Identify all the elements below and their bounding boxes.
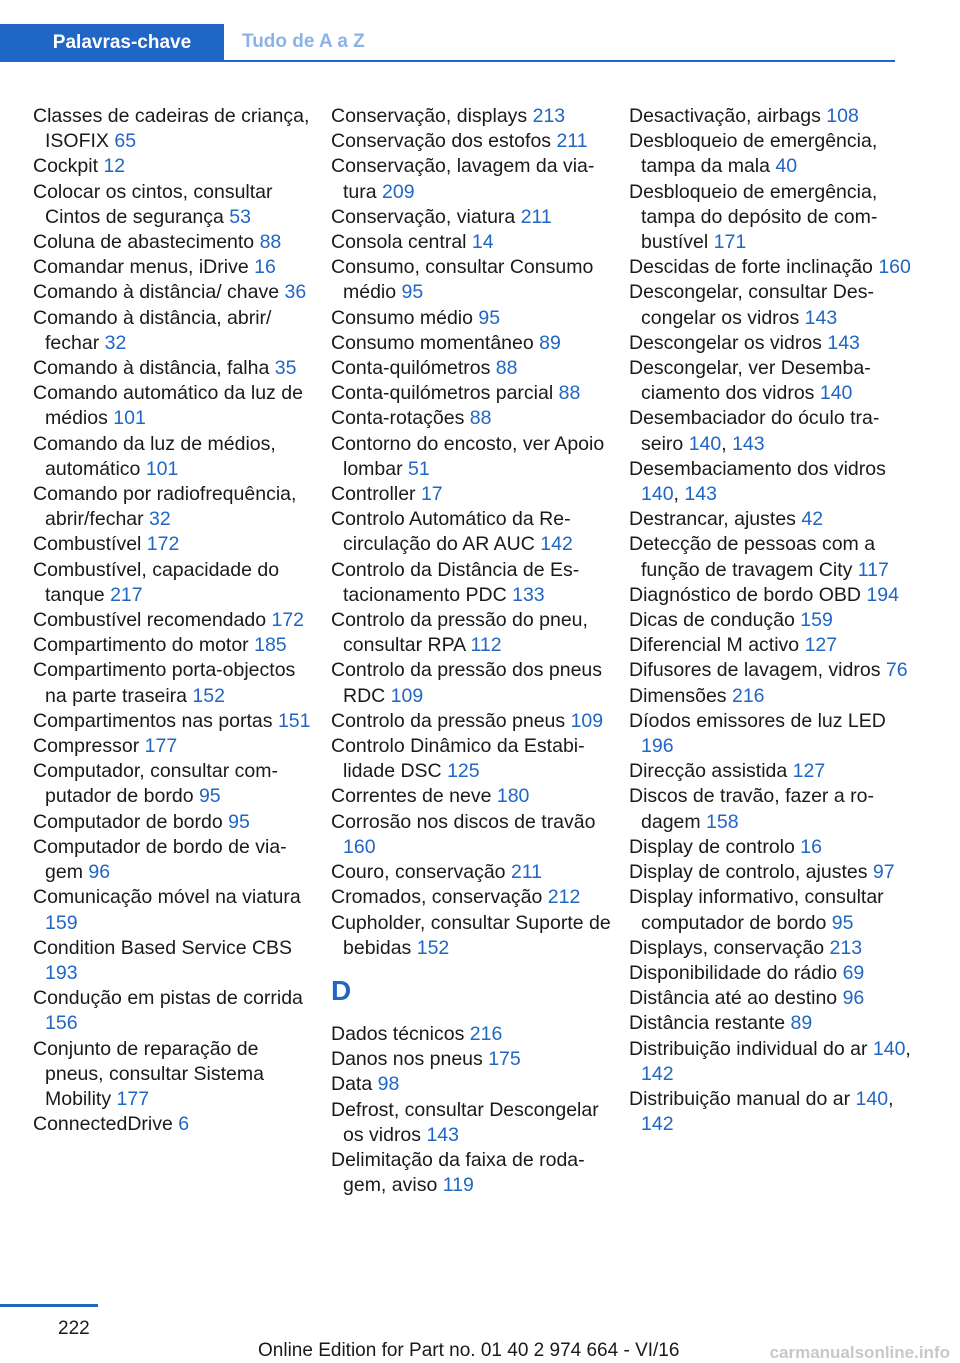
page-link[interactable]: 98	[377, 1073, 400, 1096]
page-link[interactable]: 212	[547, 886, 581, 909]
index-term: Descidas de forte inclinação	[629, 256, 879, 279]
index-term: Desbloqueio de emergência, tampa da mala	[629, 130, 878, 178]
index-entry	[331, 709, 616, 734]
index-term: Cromados, conservação	[331, 886, 548, 909]
page-link[interactable]: 172	[146, 533, 180, 556]
page-link[interactable]: 127	[792, 760, 826, 783]
index-term: Classes de cadeiras de criança, ISOFIX	[33, 105, 310, 153]
page-link[interactable]: 140	[872, 1037, 906, 1060]
index-term: Display informativo, consultar computador de bordo	[629, 886, 884, 934]
page-link[interactable]: 177	[144, 735, 178, 758]
index-entry	[331, 810, 616, 860]
index-term: Distribuição manual do ar	[629, 1087, 856, 1110]
index-entry	[629, 684, 914, 709]
page-link[interactable]: 40	[775, 155, 798, 178]
index-term: Conservação, lavagem da viatura	[331, 155, 595, 203]
page-link[interactable]: 217	[110, 583, 143, 606]
index-term: Conta-quilómetros	[331, 357, 496, 380]
index-term: Controller	[331, 483, 421, 506]
index-entry	[33, 532, 318, 557]
page-link[interactable]: 213	[532, 105, 566, 127]
index-column-1	[33, 104, 318, 1137]
index-term: Dicas de condução	[629, 609, 801, 632]
index-term: Consumo momentâneo	[331, 331, 540, 354]
page-link[interactable]: 112	[470, 634, 502, 657]
index-entry	[331, 331, 616, 356]
index-term: Defrost, consultar Descongelar os vidros	[331, 1098, 599, 1146]
index-term: Distância restante	[629, 1012, 791, 1035]
index-term: Controlo da pressão do pneu, consultar RPA	[331, 609, 588, 657]
page-link[interactable]: 14	[471, 231, 494, 254]
index-entry	[33, 482, 318, 532]
watermark: carmanualsonline.info	[769, 1343, 950, 1362]
index-entry	[629, 835, 914, 860]
index-entry	[629, 860, 914, 885]
index-entry	[629, 961, 914, 986]
index-entry	[629, 532, 914, 582]
index-entry	[629, 784, 914, 834]
index-term: Consumo, consultar Consumo médio	[331, 256, 594, 304]
index-term: Conservação dos estofos	[331, 130, 557, 153]
index-entry	[33, 306, 318, 356]
index-entry	[331, 860, 616, 885]
index-term: Descongelar, consultar Descongelar os vidros	[629, 281, 874, 329]
index-column-3	[629, 104, 914, 1137]
index-entry	[331, 205, 616, 230]
index-term: Dimensões	[629, 684, 732, 707]
page-link[interactable]: 89	[790, 1012, 813, 1035]
index-entry	[629, 608, 914, 633]
index-entry	[33, 759, 318, 809]
page-link[interactable]: 159	[45, 911, 78, 934]
page-link[interactable]: 152	[192, 684, 225, 707]
page-link[interactable]: 119	[442, 1174, 474, 1197]
page-link[interactable]: 133	[512, 583, 545, 606]
index-term: Compartimento do motor	[33, 634, 255, 657]
index-entry	[629, 129, 914, 179]
page-link[interactable]: 6	[178, 1113, 190, 1136]
page-link[interactable]: 101	[145, 457, 179, 480]
separator: ,	[888, 1087, 894, 1110]
separator: ,	[673, 483, 685, 506]
index-entry	[629, 936, 914, 961]
index-entry	[331, 1022, 616, 1047]
index-entry	[629, 356, 914, 406]
index-term: Controlo da pressão dos pneus RDC	[331, 659, 603, 707]
index-entry	[629, 1011, 914, 1036]
index-entry	[33, 104, 318, 154]
index-term: Conta-rotações	[331, 407, 470, 430]
index-term: Diagnóstico de bordo OBD	[629, 583, 867, 606]
index-entry	[33, 1037, 318, 1113]
index-entry	[331, 306, 616, 331]
page-link[interactable]: 193	[45, 961, 78, 984]
index-term: Combustível	[33, 533, 147, 556]
tab-palavras-chave[interactable]: Palavras-chave	[0, 24, 224, 62]
index-entry	[331, 911, 616, 961]
index-term: ConnectedDrive	[33, 1113, 179, 1136]
index-entry	[331, 507, 616, 557]
index-term: Delimitação da faixa de rodagem, aviso	[331, 1148, 585, 1197]
page-link[interactable]: 211	[520, 205, 552, 228]
page-link[interactable]: 97	[872, 861, 895, 884]
page-link[interactable]: 177	[116, 1087, 150, 1110]
index-entry	[331, 255, 616, 305]
page-link[interactable]: 143	[732, 432, 765, 455]
index-entry	[33, 936, 318, 986]
index-term: Display de controlo, ajustes	[629, 861, 873, 884]
index-term: Controlo da Distância de Estacionamento PDC	[331, 558, 580, 606]
index-term: Conservação, viatura	[331, 205, 521, 228]
page-link[interactable]: 95	[478, 306, 501, 329]
index-term: Combustível recomendado	[33, 609, 272, 632]
index-entry	[331, 658, 616, 708]
edition-note: Online Edition for Part no. 01 40 2 974 664 - VI/16	[258, 1340, 680, 1361]
index-term: Comando por radiofrequência, abrir/fechar	[33, 483, 297, 531]
page-link[interactable]: 109	[390, 684, 424, 707]
index-entry	[33, 255, 318, 280]
page-link[interactable]: 209	[382, 180, 415, 203]
index-entry	[629, 406, 914, 456]
index-entry	[629, 709, 914, 759]
page-link[interactable]: 140	[641, 483, 674, 506]
index-term: Data	[331, 1073, 378, 1096]
index-entry	[629, 986, 914, 1011]
index-entry	[33, 986, 318, 1036]
index-entry	[33, 356, 318, 381]
index-term: Desbloqueio de emergência, tampa do depósito de combustível	[629, 180, 878, 254]
index-term: Conjunto de reparação de pneus, consultar Sistema Mobility	[33, 1037, 264, 1110]
index-term: Conta-quilómetros parcial	[331, 382, 559, 405]
page-link[interactable]: 172	[271, 609, 305, 632]
index-term: Corrosão nos discos de travão	[331, 810, 596, 833]
page-link[interactable]: 196	[641, 735, 674, 758]
index-entry	[33, 381, 318, 431]
page-link[interactable]: 53	[229, 205, 251, 228]
index-entry	[331, 482, 616, 507]
index-term: Destrancar, ajustes	[629, 508, 802, 531]
index-entry	[331, 406, 616, 431]
index-entry	[331, 608, 616, 658]
index-entry	[33, 633, 318, 658]
page-link[interactable]: 95	[831, 911, 854, 934]
page-link[interactable]: 140	[855, 1087, 889, 1110]
index-term: Detecção de pessoas com a função de travagem City	[629, 533, 876, 581]
page-link[interactable]: 185	[254, 634, 287, 657]
index-entry	[331, 784, 616, 809]
index-term: Consola central	[331, 231, 472, 254]
index-entry	[33, 432, 318, 482]
page-link[interactable]: 143	[684, 483, 717, 506]
page-link[interactable]: 142	[540, 533, 573, 556]
page-link[interactable]: 88	[259, 231, 282, 254]
page-link[interactable]: 35	[274, 357, 297, 380]
index-entry	[331, 154, 616, 204]
index-entry	[331, 1098, 616, 1148]
index-entry	[33, 734, 318, 759]
index-term: Diferencial M activo	[629, 634, 805, 657]
index-entry	[629, 1087, 914, 1137]
tab-tudo-de-a-a-z[interactable]: Tudo de A a Z	[242, 31, 365, 52]
index-term: Colocar os cintos, consultar Cintos de segurança	[33, 180, 273, 228]
page-link[interactable]: 101	[113, 407, 146, 430]
index-term: Disponibilidade do rádio	[629, 961, 843, 984]
index-entry	[629, 457, 914, 507]
page-link[interactable]: 32	[104, 331, 127, 354]
index-term: Controlo Dinâmico da Estabilidade DSC	[331, 735, 585, 783]
index-entry	[331, 1047, 616, 1072]
index-entry	[629, 1037, 914, 1087]
index-term: Display de controlo	[629, 835, 801, 858]
index-term: Danos nos pneus	[331, 1048, 489, 1071]
index-term: Comando automático da luz de médios	[33, 382, 303, 430]
page-link[interactable]: 180	[496, 785, 530, 808]
index-entry	[33, 885, 318, 935]
index-term: Distribuição individual do ar	[629, 1037, 873, 1060]
index-term: Cockpit	[33, 155, 104, 178]
index-entry	[33, 1112, 318, 1137]
index-term: Compartimentos nas portas	[33, 709, 278, 732]
index-term: Descongelar os vidros	[629, 331, 828, 354]
index-entry	[629, 104, 914, 129]
page-link[interactable]: 171	[713, 231, 747, 254]
page-link[interactable]: 32	[149, 508, 171, 531]
index-entry	[331, 885, 616, 910]
index-entry	[629, 331, 914, 356]
index-entry	[629, 759, 914, 784]
index-entry	[33, 180, 318, 230]
index-entry	[33, 835, 318, 885]
index-entry	[331, 104, 616, 129]
index-entry	[629, 280, 914, 330]
index-entry	[33, 709, 318, 734]
index-term: Displays, conservação	[629, 936, 830, 959]
index-entry	[629, 583, 914, 608]
page-link[interactable]: 213	[829, 936, 863, 959]
index-entry	[331, 129, 616, 154]
index-term: Discos de travão, fazer a rodagem	[629, 785, 874, 833]
index-term: Comando à distância/ chave	[33, 281, 285, 304]
index-term: Computador de bordo de viagem	[33, 835, 287, 884]
page-link[interactable]: 216	[469, 1022, 503, 1045]
page-link[interactable]: 158	[706, 810, 739, 833]
page-link[interactable]: 127	[804, 634, 838, 657]
index-term: Distância até ao destino	[629, 987, 843, 1010]
page-link[interactable]: 17	[420, 483, 443, 506]
index-entry	[629, 255, 914, 280]
separator: ,	[721, 432, 733, 455]
index-entry	[331, 230, 616, 255]
index-term: Comando à distância, falha	[33, 357, 275, 380]
index-term: Desembaciador do óculo traseiro	[629, 407, 880, 455]
index-entry	[331, 734, 616, 784]
page-number: 222	[58, 1318, 90, 1339]
page-link[interactable]: 159	[800, 609, 833, 632]
index-entry	[33, 810, 318, 835]
page-link[interactable]: 89	[539, 331, 561, 354]
index-term: Controlo da pressão pneus	[331, 709, 571, 732]
page-link[interactable]: 143	[804, 306, 838, 329]
page-link[interactable]: 211	[556, 130, 588, 153]
page-link[interactable]: 160	[878, 256, 911, 279]
page-link[interactable]: 108	[826, 105, 859, 127]
separator: ,	[905, 1037, 911, 1060]
header-tab-bar	[0, 24, 895, 62]
page-link[interactable]: 152	[416, 936, 450, 959]
index-term: Desembaciamento dos vidros	[629, 457, 886, 480]
page-link[interactable]: 156	[45, 1012, 78, 1035]
page-link[interactable]: 42	[801, 508, 824, 531]
index-entry	[33, 154, 318, 179]
page-link[interactable]: 36	[284, 281, 307, 304]
index-term: Compartimento porta-objectos na parte traseira	[33, 659, 296, 707]
page-link[interactable]: 95	[228, 810, 250, 833]
page-link[interactable]: 95	[401, 281, 424, 304]
page-link[interactable]: 143	[827, 331, 860, 354]
index-entry	[331, 1072, 616, 1097]
page-link[interactable]: 140	[819, 382, 853, 405]
index-term: Conservação, displays	[331, 105, 533, 127]
page-link[interactable]: 160	[343, 835, 376, 858]
index-entry	[629, 658, 914, 683]
index-term: Descongelar, ver Desembaciamento dos vidros	[629, 357, 871, 405]
index-entry	[629, 633, 914, 658]
page-link[interactable]: 194	[866, 583, 899, 606]
index-entry	[331, 356, 616, 381]
page-link[interactable]: 69	[842, 961, 865, 984]
page-link[interactable]: 117	[857, 558, 889, 581]
index-entry	[33, 230, 318, 255]
index-entry	[331, 432, 616, 482]
page-link[interactable]: 96	[842, 987, 865, 1010]
page-link[interactable]: 140	[688, 432, 722, 455]
index-entry	[33, 608, 318, 633]
index-entry	[331, 381, 616, 406]
page-link[interactable]: 12	[103, 155, 126, 178]
page-link[interactable]: 65	[114, 130, 137, 153]
index-term: Coluna de abastecimento	[33, 231, 260, 254]
page-link[interactable]: 88	[495, 357, 518, 380]
page-link[interactable]: 88	[469, 407, 492, 430]
index-term: Desactivação, airbags	[629, 105, 827, 127]
page-link[interactable]: 95	[198, 785, 221, 808]
page-link[interactable]: 142	[641, 1113, 674, 1136]
index-term: Comando da luz de médios, automático	[33, 432, 276, 480]
index-term: Couro, conservação	[331, 861, 511, 884]
index-term: Correntes de neve	[331, 785, 497, 808]
index-term: Cupholder, consultar Suporte de bebidas	[331, 911, 611, 959]
index-entry	[629, 507, 914, 532]
page-link[interactable]: 109	[570, 709, 604, 732]
page-link[interactable]: 16	[254, 256, 276, 279]
page-link[interactable]: 96	[88, 861, 111, 884]
index-term: Combustível, capacidade do tanque	[33, 558, 280, 606]
page-link[interactable]: 142	[641, 1062, 674, 1085]
index-term: Condução em pistas de corrida	[33, 987, 303, 1010]
page-link[interactable]: 88	[558, 382, 581, 405]
index-entry	[629, 180, 914, 256]
page-link[interactable]: 216	[731, 684, 765, 707]
page-link[interactable]: 143	[426, 1123, 459, 1146]
page-link[interactable]: 175	[488, 1048, 521, 1071]
index-entry	[331, 558, 616, 608]
index-entry	[33, 558, 318, 608]
index-term: Consumo médio	[331, 306, 479, 329]
index-term: Difusores de lavagem, vidros	[629, 659, 886, 682]
index-column-2	[331, 104, 616, 1198]
page-link[interactable]: 76	[885, 659, 908, 682]
index-entry	[331, 1148, 616, 1198]
page-link[interactable]: 151	[277, 709, 311, 732]
index-term: Compressor	[33, 735, 145, 758]
index-term: Comando à distância, abrir/ fechar	[33, 306, 272, 354]
index-entry	[629, 885, 914, 935]
page-link[interactable]: 125	[447, 760, 480, 783]
index-entry	[33, 658, 318, 708]
page-link[interactable]: 16	[800, 835, 822, 858]
index-term: Computador de bordo	[33, 810, 229, 833]
index-term: Díodos emissores de luz LED	[629, 709, 886, 732]
section-letter: D	[331, 974, 352, 1006]
index-entry	[33, 280, 318, 305]
index-term: Dados técnicos	[331, 1022, 470, 1045]
index-term: Controlo Automático da Recirculação do AR AUC	[331, 508, 571, 556]
index-term: Direcção assistida	[629, 760, 793, 783]
index-term: Contorno do encosto, ver Apoio lombar	[331, 432, 605, 480]
page-link[interactable]: 51	[408, 457, 430, 480]
index-term: Comandar menus, iDrive	[33, 256, 255, 279]
index-term: Comunicação móvel na viatura	[33, 886, 301, 909]
footer-rule	[0, 1304, 98, 1307]
page-link[interactable]: 211	[510, 861, 543, 884]
index-term: Condition Based Service CBS	[33, 936, 293, 959]
index-term: Computador, consultar computador de bordo	[33, 760, 278, 808]
